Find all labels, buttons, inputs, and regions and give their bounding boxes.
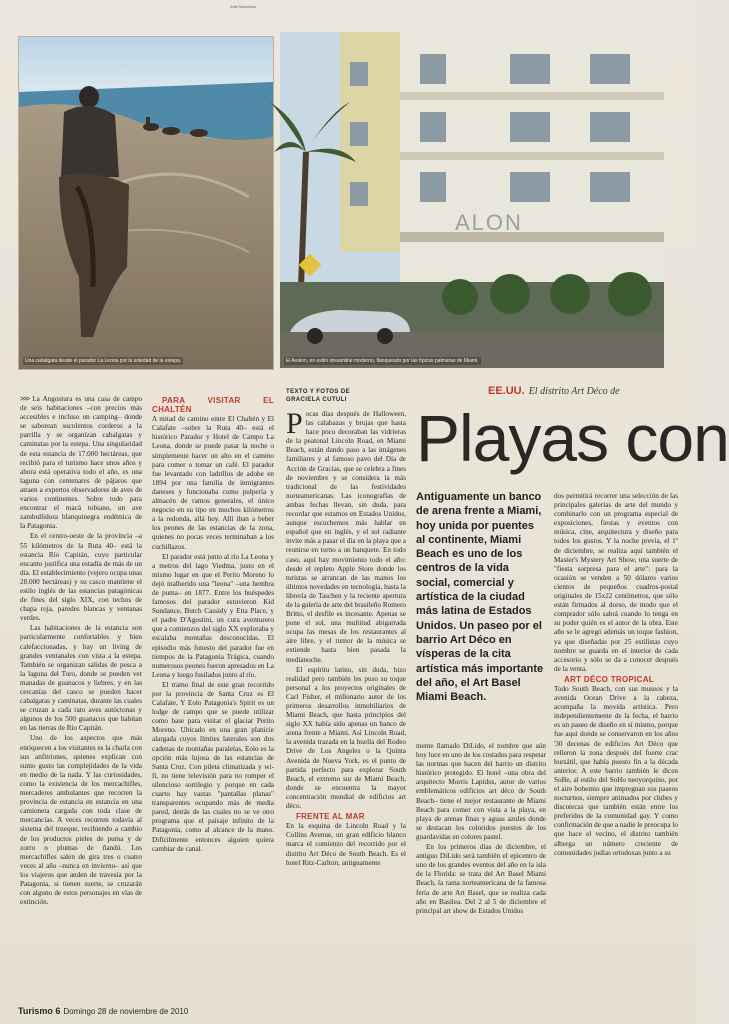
standfirst: Antiguamente un banco de arena frente a Miami, hoy unida por puentes al continente, Miami Beach es uno de los centros de la vida social, comercial y artística de la ciudad más latina de Estados Unidos. Un paseo por el barrio Art Déco en vísperas de la cita artística más importante del año, el Art Basel Miami Beach. <box>416 491 544 704</box>
col5-paragraph-1: dos permitirá recorrer una selección de las principales galerías de arte del mundo y combinarlo con un programa especial de exposiciones, fiestas y eventos con música, cine, arquitectura y diseño para todos los gustos. Y la noche previa, el 1º de diciembre, se realiza aquí también el Master's Mystery Art Show, una suerte de "fiesta sorpresa para el arte": para la ocasión se venden a 50 dólares varios cientos de pequeños cuadros-postal originales de 15x22 centímetros, que sólo están firmados al dorso, de modo que el comprador sólo sabrá cuando lo tenga en su poder quién es el autor de la obra. Este año se le agregó además un toque fashion, ya que diseñadas por 25 estilistas cuyo nombre se guarda en el interior de cada accesorio y sólo se da a conocer después de la venta. <box>554 492 678 673</box>
section-kicker <box>488 385 620 397</box>
col1-paragraph-4: Uno de los aspectos que más enriquecen a los visitantes es la charla con sus anfitriones, quienes explican con sumo gusto las complejidades de la vida en medio de la nada. Y las curiosidades, como la existencia de los mercachifles, mercaderes ambulantes que recorren la provincia de estancia en estancia en una camioneta cargada con toda clase de mercancías. A veces recurren todavía al sistema del trueque, recibiendo a cambio de los productos pieles de puma y de zorro o plumas de ñandú. Los mercachifles salen de gira tres o cuatro veces al año –nunca en invierno– así que los viajeros que anden de travesía por la Patagonia, si tienen suerte, se cruzarán con alguno de estos personajes en vías de extinción. <box>20 734 142 907</box>
col2-paragraph-3: El parador está junto al río La Leona y a metros del lago Viedma, justo en el mismo lugar en que el Perito Moreno lo dejó malherido una "leona" –una hembra de puma– en 1877. Entre los huéspedes famosos del parador estuvieron Kid Sundance, Butch Cassidy y Etta Place, y el padre D'Agostini, un cura aventurero que a comienzos del siglo XX exploraba y escalaba montañas desconocidas. El episodio más funesto del parador fue en tiempos de la Patagonia Trágica, cuando numerosos peones fueron apresados en La Leona y luego fusilados junto al río. <box>152 552 274 679</box>
col2-paragraph-4: El tramo final de este gran recorrido por la provincia de Santa Cruz es El Calafate, Y Eolo Patagonia's Spirit es un lodge de campo que se puede utilizar como base para visitar el glaciar Perito Moreno. Ubicado en una gran planicie alargada cuyos límites laterales son dos cadenas de montañas paralelas, Eolo es la opción más lujosa de las estancias de Santa Cruz. Con pileta climatizada y wi-fi, no tiene televisión para no romper el silencioso sortilegio y porque en cada cuarto hay vastas "pantallas planas" transparentes ocupando más de media pared, detrás de las cuales no se ve otro programa que el paisaje infinito de la Patagonia, como al alcance de la mano. Difícilmente entonces alguien quiera cambiar de canal. <box>152 680 274 853</box>
svg-text:ALON: ALON <box>455 210 523 235</box>
kicker-text: El distrito Art Déco de <box>528 386 620 397</box>
byline-label: TEXTO Y FOTOS DE <box>286 389 350 395</box>
col1-paragraph-2: En el centro-oeste de la provincia –a 55 kilómetros de la Ruta 40– está la estancia Río Capitán, cuyo particular encanto justifica una estadía de más de un día. El establecimiento (vejero ocupa unas 28.000 hectáreas) y su casco mantiene el estilo inglés de las estancias patagónicas de fines del siglo XIX, con techos de chapa roja, paredes blancas y ventanas verdes. <box>20 532 142 623</box>
page-footer <box>18 1006 188 1016</box>
page-header-mark: Ariel Marchisio <box>230 4 257 9</box>
footer-section: Turismo 6 <box>18 1006 61 1016</box>
col2-paragraph-2: A mitad de camino entre El Chaltén y El Calafate –sobre la Ruta 40– está el histórico Parador y Hotel de Campo La Leona, donde se puede pasar la noche o simplemente hacer un alto en el camino para comer o tomar un café. El parador fue levantado con ladrillos de adobe en 1894 por una familia de inmigrantes daneses y funcionaba como pulpería y almacén de ramos generales, el único negocio en su tipo en muchos kilómetros a la redonda, allá hoy. Allí iban a beber los peones de las estancias de la zona, quienes no pocas veces terminaban a los cuchillazos. <box>152 415 274 551</box>
col4-paragraph-2: En los primeros días de diciembre, el antiguo DiLido será también el epicentro de uno de los grandes eventos del año en la isla de la Florida: se trata del Art Basel Miami Beach, la rama norteamericana de la famosa feria de arte Art Basel, que se realiza cada año en Basilea. Del 2 al 5 de diciembre el principal art show de Estados Unidos <box>416 843 546 915</box>
col4-paragraph-1: mente llamado DiLido, el nombre que aún hoy luce en uno de los costados para respetar las normas que hacen del barrio un distrito histórico protegido. El hotel –una obra del arquitecto Morris Lapidus, autor de varios emblemáticos edificios art déco de South Beach– tiene el mejor restaurante de Miami Beach para comer con vista a la playa, en playa de arenas finas y aguas azules donde se destacan los coloridos puestos de los guardavidas en colores pastel. <box>416 742 546 841</box>
col3-paragraph-2: El espíritu latino, sin duda, hizo realidad pero también les puso su toque personal a los proyectos originales de Carl Fisher, el millonario autor de los primeros desarrollos inmobiliarios de Miami Beach, que hasta principios del siglo XX había sido apenas un banco de arena frente a Miami. Así Lincoln Road, la avenida trazada en la huella del Rodeo Drive de Los Angeles o la Quinta Avenida de Nueva York, es el punto de partida perfecto para explorar South Beach, el extremo sur de Miami Beach, donde se encuentra la mayor concentración mundial de edificios art déco. <box>286 665 406 811</box>
subhead-art-deco-tropical: ART DÉCO TROPICAL <box>564 674 654 684</box>
footer-date: Domingo 28 de noviembre de 2010 <box>63 1007 189 1016</box>
col1-paragraph-1: La Angostura es una casa de campo de seis habitaciones –con precios más accesibles e incluso un camping– donde se saborean suculentos corderos a la parrilla y se organizan cabalgatas y caminatas por la estepa. Una singularidad de esta estancia de 17.000 hectáreas, que recibió para el turismo hace unos años y ahora está operativa todo el año, es una laguna con centenares de pájaros que atraen a expertos observadores de aves de varios continentes. Sobre todo para encontrar el macá tobiano, un ave zambullidora blanquinegra endémica de la Patagonia. <box>20 395 143 531</box>
photo-horseback-beach <box>18 36 274 370</box>
article-column-1 <box>20 395 142 1000</box>
article-column-2 <box>152 395 274 1000</box>
photo-left-caption: Una cabalgata desde el parador La Leona por la soledad de la estepa. <box>25 358 182 364</box>
continuation-arrows: >>> <box>20 396 30 403</box>
photo-right-caption: El Avalon, en estilo streamline moderno, flanqueado por las típicas palmeras de Miami. <box>286 358 479 364</box>
headline: Playas con <box>416 401 729 475</box>
article-column-5 <box>554 492 678 1004</box>
col3-paragraph-1: ocas días después de Halloween, las calabazas y brujas que hasta hace poco decoraban las vidrieras de la peatonal Lincoln Road, en Miami Beach, están dando paso a las imágenes familiares y al famoso pavo del Día de Acción de Gracias, que se celebra a fines de noviembre y se considera la más tradicional de las festividades norteamericanas. Las iconografías de ambas fechas llevan, sin duda, para recordar que estamos en Estados Unidos, aunque escuchemos más hablar en español que en inglés, y el sol radiante invite más a pasar el día en la playa que a reunirse en torno a un banquete. En todo caso, aquí hay movimiento todo el año: desde el repleto Apple Store donde los turistas se arrancan de las manos los últimos novedades en tecnología, hasta la librería de Taschen y la reciente apertura de la galería de arte del brasileño Romero Britto, el desfile es incesante. Apenas se pone el sol, una multitud abigarrada ocupa las mesas de los restaurantes al aire libre, y el rumor de la música se extiende hasta bien pasada la medianoche. <box>286 410 406 664</box>
col5-paragraph-2: Todo South Beach, con sus museos y la avenida Ocean Drive a la cabeza, acompaña la movida artística. Pero independientemente de la fecha, el barrio es un paseo de diseño en sí mismo, porque fue aquí donde se conservaron en los años '30 decenas de edificios Art Déco que relleron la zona después del fuerte crac bursátil, que había puesto fin a la década anterior. A este barrio también le dicen SoBe, al estilo del SoHo neoyorquino, por el aire bohemio que impregnan sus paseos nocturnos, siempre animados por clubes y discotecas que también están entre los preferidos de la comunidad gay. Y como confirmación de que a nadie le preocupa lo que hace el vecino, el distrito también alberga un número creciente de comunidades judías ortodoxas junto a su <box>554 684 678 857</box>
article-column-4 <box>416 742 546 1004</box>
photo-art-deco-hotel <box>280 32 664 368</box>
subhead-para-visitar: PARA VISITAR EL CHALTÉN <box>152 396 274 415</box>
dropcap: P <box>286 407 303 440</box>
horseback-illustration <box>19 37 273 369</box>
byline-author: GRACIELA CUTULI <box>286 397 347 403</box>
col3-paragraph-3: En la esquina de Lincoln Road y la Collins Avenue, un gran edificio blanco marca el comienzo del recorrido por el distrito Art Déco de South Beach. Es el hotel Ritz-Carlton, antiguamente <box>286 822 406 867</box>
subhead-frente-al-mar: FRENTE AL MAR <box>296 812 365 822</box>
article-column-3 <box>286 388 406 1000</box>
kicker-tag: EE.UU. <box>488 385 525 397</box>
hotel-illustration <box>280 32 664 368</box>
col1-paragraph-3: Las habitaciones de la estancia son particularmente confortables y bien calefaccionadas, y hay un living de grandes ventanales con vista a la estepa. También se organizan salidas de pesca a la laguna del Toro, donde se pueden ver manadas de guanacos y liebres, y en las cercanías del casco se pueden hacer cabalgatas y caminatas, durante las cuales se cruzan a cada rato aves autóctonas y algunos de los 500 guanacos que habitan en las tierras de Río Capitán. <box>20 624 142 733</box>
